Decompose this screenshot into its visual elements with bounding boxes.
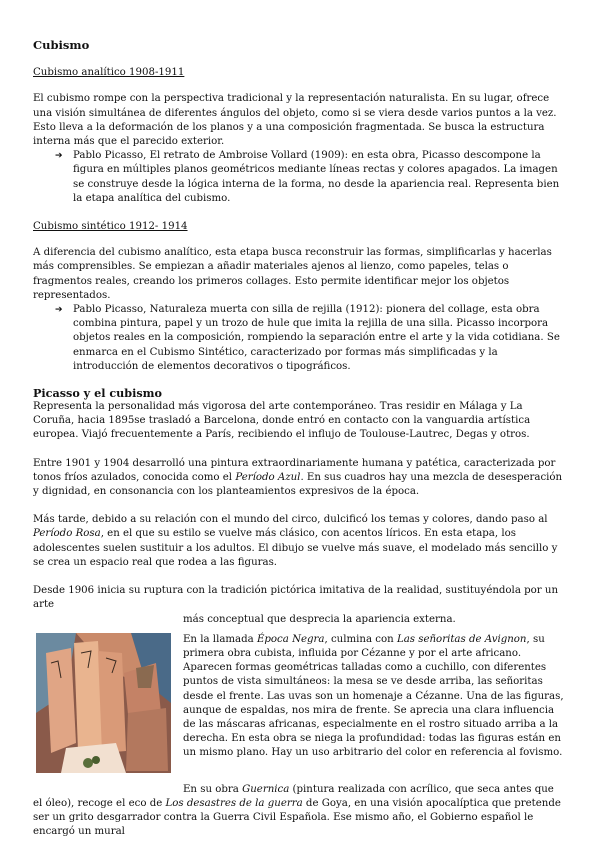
paragraph-ruptura-line2: más conceptual que desprecia la apariencia externa.	[183, 613, 456, 625]
text-run: de Goya, en una visión apocalíptica que pretende ser un grito desgarrador contra la Guerra Civil Española. Ese mismo año, el Gobierno español le encargó un mural	[33, 797, 561, 838]
emphasis-desastres-guerra: Los desastres de la guerra	[165, 797, 303, 809]
arrow-right-icon: ➔	[55, 305, 63, 316]
text-run: . En sus cuadros hay una mezcla de desesperación y dignidad, en consonancia con los planteamientos expresivos de la época.	[33, 471, 563, 498]
painting-image-svg	[36, 633, 171, 773]
document-title: Cubismo	[33, 38, 90, 52]
bullet-item-vollard	[33, 149, 565, 206]
text-run: , su primera obra cubista, influida por Cézanne y por el arte africano. Aparecen formas geométricas talladas como a cuchillo, con diferentes puntos de vista simultáneos: la mesa se ve desde arriba, las señoritas desde el frente. Las uvas son un homenaje a Cézanne. Una de las figuras, aunque de espaldas, nos mira de frente. Se aprecia una clara influencia de las máscaras africanas, especialmente en el rostro situado arriba a la derecha. En esta obra se niega la profundidad: todas las figuras están en un mismo plano. Hay un uso arbitrario del color en referencia al fovismo.	[183, 633, 564, 759]
figure-block-avignon	[33, 633, 565, 775]
emphasis-periodo-azul: Período Azul	[235, 471, 301, 483]
text-run: Más tarde, debido a su relación con el mundo del circo, dulcificó los temas y colores, dando paso al	[33, 514, 548, 526]
emphasis-periodo-rosa: Período Rosa	[33, 528, 101, 540]
paragraph-sintetico: A diferencia del cubismo analítico, esta etapa busca reconstruir las formas, simplificarlas y hacerlas más comprensibles. Se empiezan a añadir materiales ajenos al lienzo, como papeles, telas o fragmentos reales, creando los primeros collages. Esto permite identificar mejor los objetos representados.	[33, 247, 552, 301]
emphasis-senoritas-avignon: Las señoritas de Avignon	[396, 633, 527, 645]
painting-image-avignon	[36, 633, 171, 773]
paragraph-periodo-rosa	[33, 513, 565, 570]
bullet-text-vollard: Pablo Picasso, El retrato de Ambroise Vollard (1909): en esta obra, Picasso descompone la figura en múltiples planos geométricos mediante líneas rectas y colores apagados. La imagen se construye desde la lógica interna de la forma, no desde la apariencia real. Representa bien la etapa analítica del cubismo.	[73, 150, 560, 204]
paragraph-epoca-negra	[183, 633, 565, 761]
paragraph-analitico: El cubismo rompe con la perspectiva tradicional y la representación naturalista. En su lugar, ofrece una visión simultánea de diferentes ángulos del objeto, como si se viera desde varios puntos a la vez. Esto lleva a la deformación de los planos y a una composición fragmentada. Se busca la estructura interna más que el parecido exterior.	[33, 93, 557, 148]
text-run: Entre 1901 y 1904 desarrolló una pintura extraordinariamente humana y patética, caracterizada por tonos fríos azulados, conocida como el	[33, 457, 556, 483]
bullet-text-naturaleza-muerta: Pablo Picasso, Naturaleza muerta con silla de rejilla (1912): pionera del collage, esta obra combina pintura, papel y un trozo de hule que imita la rejilla de una silla. Picasso incorpora objetos reales en la composición, rompiendo la separación entre el arte y la vida cotidiana. Se enmarca en el Cubismo Sintético, caracterizado por formas más simplificadas y la introducción de elementos decorativos o tipográficos.	[73, 304, 560, 372]
bullet-item-naturaleza-muerta	[33, 303, 565, 374]
text-run: , en el que su estilo se vuelve más clásico, con acentos líricos. En esta etapa, los adolescentes suelen sustituir a los adultos. El dibujo se vuelve más suave, el modelado más sencillo y se crea un espacio real que rodea a las figuras.	[33, 528, 558, 568]
section-heading-sintetico: Cubismo sintético 1912- 1914	[33, 221, 188, 233]
text-run: (pintura realizada con acrílico, que seca antes que el óleo), recoge el eco de	[33, 783, 554, 809]
section-heading-analitico: Cubismo analítico 1908-1911	[33, 67, 185, 79]
emphasis-guernica: Guernica	[242, 783, 290, 795]
paragraph-periodo-azul	[33, 457, 565, 500]
text-run: , culmina con	[324, 633, 397, 645]
paragraph-guernica	[33, 783, 565, 840]
paragraph-ruptura-line1: Desde 1906 inicia su ruptura con la tradición pictórica imitativa de la realidad, sustituyéndola por un arte	[33, 585, 559, 611]
text-run: En su obra	[183, 783, 243, 795]
section-heading-picasso: Picasso y el cubismo	[33, 386, 162, 401]
document-page	[33, 38, 565, 840]
text-run: En la llamada	[183, 633, 257, 645]
emphasis-epoca-negra: Época Negra	[256, 633, 325, 645]
paragraph-picasso-intro: Representa la personalidad más vigorosa del arte contemporáneo. Tras residir en Málaga y La Coruña, hacia 1895se trasladó a Barcelona, donde entró en contacto con la vanguardia artística europea. Viajó frecuentemente a París, recibiendo el influjo de Toulouse-Lautrec, Degas y otros.	[33, 401, 531, 441]
arrow-right-icon: ➔	[55, 151, 63, 162]
